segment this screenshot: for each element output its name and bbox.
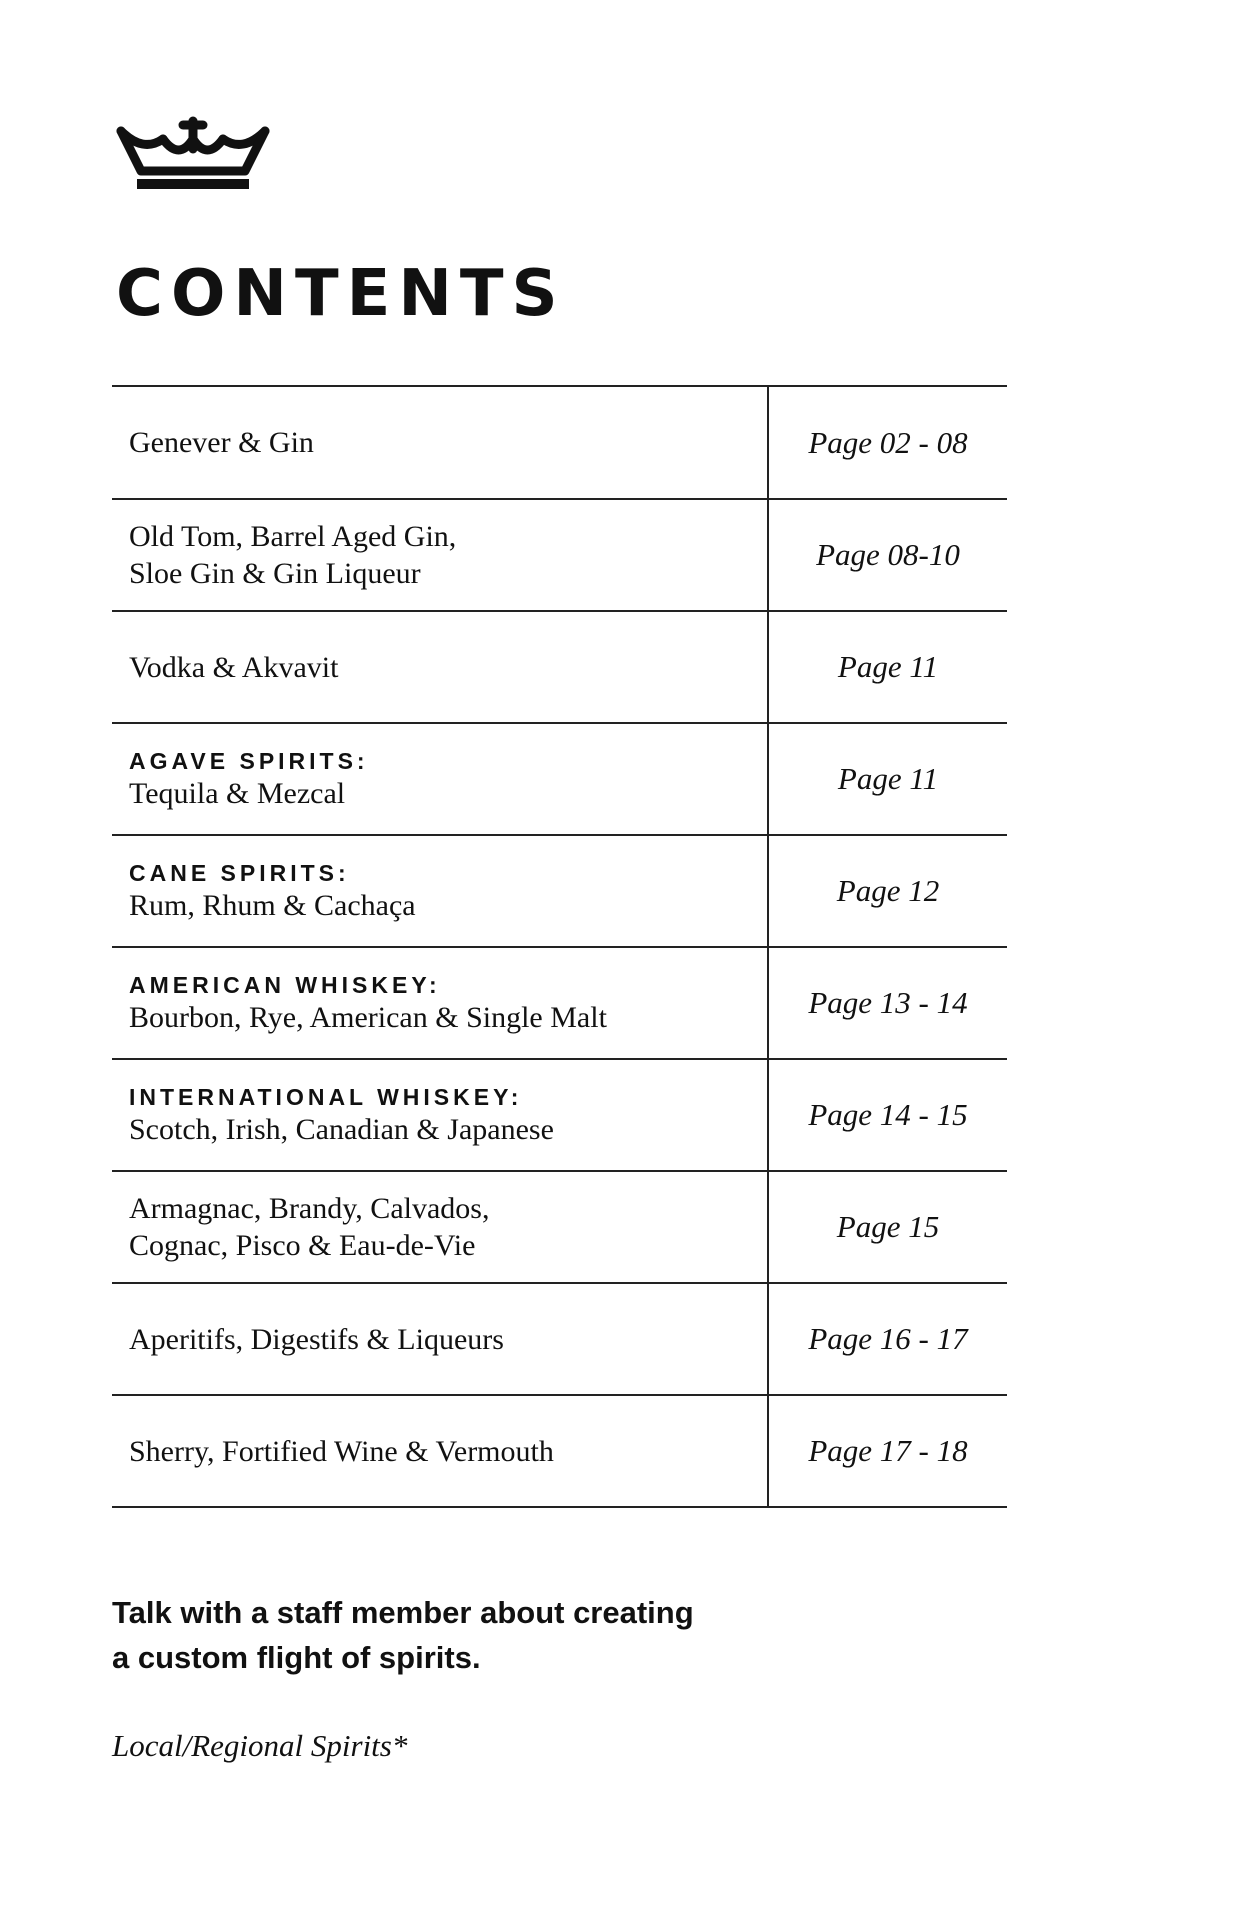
toc-row-agave: [112, 724, 1007, 836]
category-label: AGAVE SPIRITS:: [129, 747, 369, 774]
toc-page-cell: [769, 1172, 1007, 1282]
toc-page-cell: [769, 1396, 1007, 1506]
page-reference: Page 15: [836, 1209, 940, 1244]
page-reference: Page 11: [837, 761, 939, 796]
toc-row-american-whiskey: [112, 948, 1007, 1060]
entry-line: Aperitifs, Digestifs & Liqueurs: [129, 1322, 504, 1356]
page-reference: Page 17 - 18: [808, 1433, 968, 1468]
toc-entry: [112, 724, 769, 834]
contents-table: [112, 385, 1007, 1508]
toc-entry: [112, 1396, 769, 1506]
toc-row-cane: [112, 836, 1007, 948]
local-spirits-footnote: Local/Regional Spirits*: [112, 1728, 408, 1763]
entry-line: Scotch, Irish, Canadian & Japanese: [129, 1112, 554, 1146]
page-reference: Page 13 - 14: [808, 985, 968, 1020]
toc-row-vodka: [112, 612, 1007, 724]
entry-line: Armagnac, Brandy, Calvados,: [129, 1192, 490, 1225]
toc-row-armagnac: [112, 1172, 1007, 1284]
toc-page-cell: [769, 387, 1007, 498]
toc-entry: [112, 387, 769, 498]
entry-line: Rum, Rhum & Cachaça: [129, 888, 416, 922]
toc-page-cell: [769, 500, 1007, 610]
toc-page-cell: [769, 612, 1007, 722]
toc-row-old-tom: [112, 500, 1007, 612]
entry-line: Sherry, Fortified Wine & Vermouth: [129, 1434, 554, 1468]
toc-row-international-whiskey: [112, 1060, 1007, 1172]
toc-entry: [112, 1060, 769, 1170]
page-reference: Page 12: [836, 873, 940, 908]
toc-page-cell: [769, 1284, 1007, 1394]
toc-row-sherry: [112, 1396, 1007, 1508]
page-reference: Page 16 - 17: [808, 1321, 968, 1356]
page-reference: Page 08-10: [816, 537, 960, 572]
toc-entry: [112, 612, 769, 722]
toc-page-cell: [769, 836, 1007, 946]
entry-line: Bourbon, Rye, American & Single Malt: [129, 1000, 607, 1034]
page-title: CONTENTS: [116, 257, 566, 331]
entry-line: Vodka & Akvavit: [129, 650, 339, 684]
entry-line: Genever & Gin: [129, 426, 314, 459]
toc-entry: [112, 1284, 769, 1394]
toc-entry: [112, 500, 769, 610]
toc-row-genever-gin: [112, 387, 1007, 500]
toc-entry: [112, 948, 769, 1058]
toc-row-aperitifs: [112, 1284, 1007, 1396]
toc-page-cell: [769, 1060, 1007, 1170]
category-label: CANE SPIRITS:: [129, 859, 350, 886]
entry-line: Sloe Gin & Gin Liqueur: [129, 557, 421, 590]
toc-page-cell: [769, 724, 1007, 834]
staff-note-line: Talk with a staff member about creating: [112, 1595, 694, 1630]
page-reference: Page 14 - 15: [808, 1097, 968, 1132]
crown-icon: [113, 109, 273, 201]
staff-note: [112, 1590, 872, 1680]
category-label: INTERNATIONAL WHISKEY:: [129, 1083, 523, 1110]
entry-line: Cognac, Pisco & Eau-de-Vie: [129, 1229, 476, 1262]
entry-line: Tequila & Mezcal: [129, 776, 346, 810]
toc-entry: [112, 836, 769, 946]
category-label: AMERICAN WHISKEY:: [129, 971, 441, 998]
entry-line: Old Tom, Barrel Aged Gin,: [129, 520, 457, 553]
staff-note-line: a custom flight of spirits.: [112, 1640, 481, 1675]
toc-page-cell: [769, 948, 1007, 1058]
page-reference: Page 11: [837, 649, 939, 684]
page-reference: Page 02 - 08: [808, 424, 968, 460]
toc-entry: [112, 1172, 769, 1282]
